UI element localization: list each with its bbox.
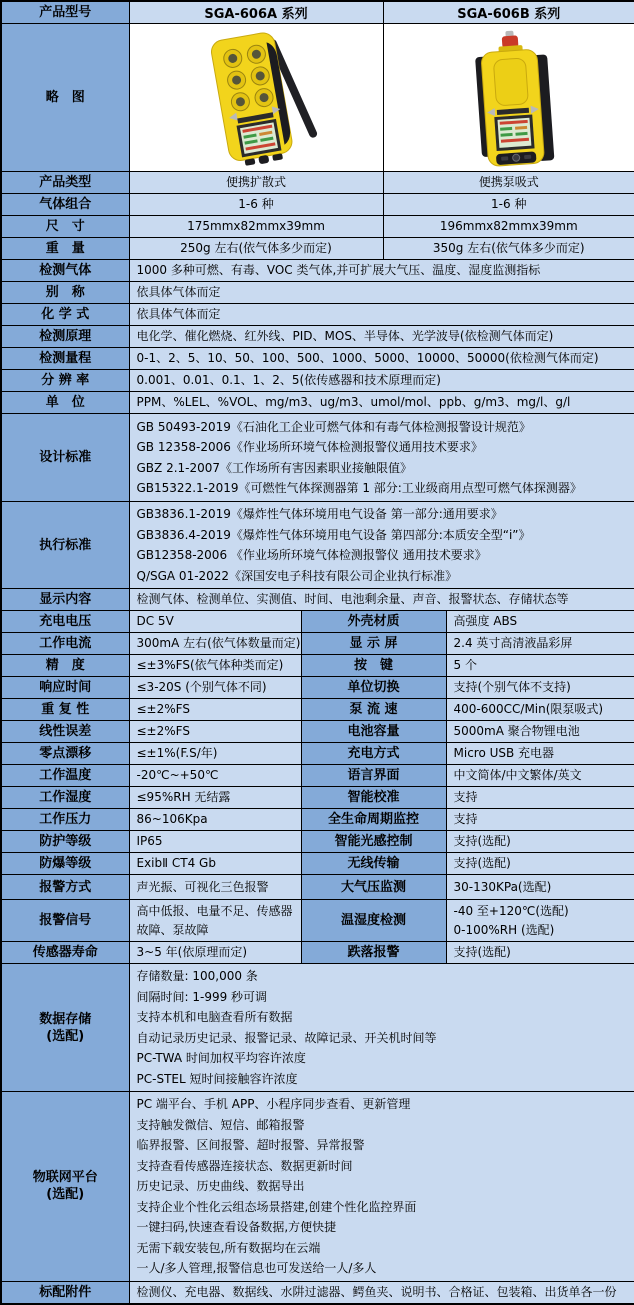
spec-value [446,900,634,942]
spec-label: 智能校准 [301,787,446,809]
row-iot-platform [1,1092,634,1282]
spec-value: 400-600CC/Min(限泵吸式) [446,699,634,721]
spec-label: 大气压监测 [301,875,446,900]
spec-label: 检测量程 [1,348,129,370]
spec-label: 分 辨 率 [1,370,129,392]
row-charging-voltage-shell [1,611,634,633]
standard-line: GB15322.1-2019《可燃性气体探测器第 1 部分:工业级商用点型可燃气体探测器》 [137,478,628,499]
device-b-image-cell [383,24,634,172]
feature-line: 无需下载安装包,所有数据均在云端 [137,1238,628,1259]
spec-label: 外壳材质 [301,611,446,633]
spec-value: 支持(选配) [446,853,634,875]
spec-value: 1-6 种 [383,194,634,216]
spec-label: 显示内容 [1,589,129,611]
spec-label: 按 键 [301,655,446,677]
spec-value: 便携泵吸式 [383,172,634,194]
spec-value: 175mmx82mmx39mm [129,216,383,238]
spec-value: 中文简体/中文繁体/英文 [446,765,634,787]
row-response-unit-switch [1,677,634,699]
spec-value: 300mA 左右(依气体数量而定) [129,633,301,655]
spec-label: 零点漂移 [1,743,129,765]
standard-line: GB3836.1-2019《爆炸性气体环境用电气设备 第一部分:通用要求》 [137,504,628,525]
row-working-pressure-lifecycle [1,809,634,831]
spec-value: 3~5 年(依原理而定) [129,942,301,964]
spec-label: 执行标准 [1,502,129,589]
spec-value: ExibⅡ CT4 Gb [129,853,301,875]
spec-label: 气体组合 [1,194,129,216]
spec-value: 350g 左右(依气体多少而定) [383,238,634,260]
spec-label: 防爆等级 [1,853,129,875]
spec-label: 标配附件 [1,1281,129,1304]
spec-value: IP65 [129,831,301,853]
spec-label: 智能光感控制 [301,831,446,853]
row-gas-combination [1,194,634,216]
standard-line: GB 50493-2019《石油化工企业可燃气体和有毒气体检测报警设计规范》 [137,417,628,438]
row-explosion-wireless [1,853,634,875]
spec-label: 化 学 式 [1,304,129,326]
device-b-illustration [384,25,634,171]
section-label-line: (选配) [4,1186,127,1203]
row-working-temp-language [1,765,634,787]
spec-value [129,964,634,1092]
spec-label: 工作温度 [1,765,129,787]
feature-line: PC 端平台、手机 APP、小程序同步查看、更新管理 [137,1094,628,1115]
row-detect-range [1,348,634,370]
spec-value: 依具体气体而定 [129,304,634,326]
spec-value: 0-1、2、5、10、50、100、500、1000、5000、10000、50000(依检测气体而定) [129,348,634,370]
row-display-content [1,589,634,611]
spec-label: 产品类型 [1,172,129,194]
spec-label: 重 量 [1,238,129,260]
series-b-title: SGA-606B 系列 [383,1,634,24]
standard-line: GB3836.4-2019《爆炸性气体环境用电气设备 第四部分:本质安全型“i”》 [137,525,628,546]
spec-value [129,414,634,502]
row-detect-gas [1,260,634,282]
spec-label: 检测气体 [1,260,129,282]
spec-label: 充电方式 [301,743,446,765]
feature-line: 历史记录、历史曲线、数据导出 [137,1176,628,1197]
row-product-type [1,172,634,194]
row-alarm-mode-pressure [1,875,634,900]
standard-line: GB 12358-2006《作业场所环境气体检测报警仪通用技术要求》 [137,437,628,458]
spec-label: 充电电压 [1,611,129,633]
spec-label: 电池容量 [301,721,446,743]
spec-label: 传感器寿命 [1,942,129,964]
spec-value: ≤±3%FS(依气体种类而定) [129,655,301,677]
spec-label [1,964,129,1092]
spec-label: 产品型号 [1,1,129,24]
spec-value: 支持(选配) [446,942,634,964]
row-detect-principle [1,326,634,348]
spec-label: 温湿度检测 [301,900,446,942]
spec-value: 30-130KPa(选配) [446,875,634,900]
section-label-line: 数据存储 [4,1011,127,1028]
spec-value: 1000 多种可燃、有毒、VOC 类气体,并可扩展大气压、温度、湿度监测指标 [129,260,634,282]
standard-line: GB12358-2006 《作业场所环境气体检测报警仪 通用技术要求》 [137,545,628,566]
spec-label: 跌落报警 [301,942,446,964]
row-sketch [1,24,634,172]
spec-label: 线性误差 [1,721,129,743]
spec-value: 250g 左右(依气体多少而定) [129,238,383,260]
spec-value: 支持 [446,787,634,809]
spec-value: 依具体气体而定 [129,282,634,304]
spec-label: 工作压力 [1,809,129,831]
standard-line: GBZ 2.1-2007《工作场所有害因素职业接触限值》 [137,458,628,479]
feature-line: 支持企业个性化云组态场景搭建,创建个性化监控界面 [137,1197,628,1218]
row-weight [1,238,634,260]
section-label-line: 物联网平台 [4,1169,127,1186]
spec-value: 0.001、0.01、0.1、1、2、5(依传感器和技术原理而定) [129,370,634,392]
spec-value: 支持 [446,809,634,831]
device-a-image-cell [129,24,383,172]
spec-label: 泵 流 速 [301,699,446,721]
spec-label: 报警信号 [1,900,129,942]
spec-value [129,1092,634,1282]
standard-line: Q/SGA 01-2022《深国安电子科技有限公司企业执行标准》 [137,566,628,587]
spec-value: 便携扩散式 [129,172,383,194]
row-repeatability-pump [1,699,634,721]
spec-label: 语言界面 [301,765,446,787]
section-label-line: (选配) [4,1028,127,1045]
feature-line: 一键扫码,快速查看设备数据,方便快捷 [137,1217,628,1238]
feature-line: 存储数量: 100,000 条 [137,966,628,987]
spec-value: 检测仪、充电器、数据线、水阱过滤器、鳄鱼夹、说明书、合格证、包装箱、出货单各一份 [129,1281,634,1304]
feature-line: 支持查看传感器连接状态、数据更新时间 [137,1156,628,1177]
feature-line: 临界报警、区间报警、超时报警、异常报警 [137,1135,628,1156]
spec-label: 报警方式 [1,875,129,900]
spec-value: ≤±2%FS [129,721,301,743]
spec-label: 显 示 屏 [301,633,446,655]
spec-value: PPM、%LEL、%VOL、mg/m3、ug/m3、umol/mol、ppb、g/m3、mg/l、g/l [129,392,634,414]
row-working-humidity-calibration [1,787,634,809]
spec-label: 响应时间 [1,677,129,699]
row-accessories [1,1281,634,1304]
row-sensor-life-drop-alarm [1,942,634,964]
spec-value: Micro USB 充电器 [446,743,634,765]
spec-value: ≤±2%FS [129,699,301,721]
row-execution-standard [1,502,634,589]
row-alarm-signal-temp-humidity [1,900,634,942]
spec-value: DC 5V [129,611,301,633]
row-protection-light-sensing [1,831,634,853]
spec-value: 高强度 ABS [446,611,634,633]
spec-label: 工作湿度 [1,787,129,809]
spec-value: 电化学、催化燃烧、红外线、PID、MOS、半导体、光学波导(依检测气体而定) [129,326,634,348]
spec-value: 支持(个别气体不支持) [446,677,634,699]
spec-value: 高中低报、电量不足、传感器故障、泵故障 [129,900,301,942]
feature-line: 间隔时间: 1-999 秒可调 [137,987,628,1008]
feature-line: 自动记录历史记录、报警记录、故障记录、开关机时间等 [137,1028,628,1049]
row-working-current-display [1,633,634,655]
spec-value: ≤±1%(F.S/年) [129,743,301,765]
spec-value: 5000mA 聚合物锂电池 [446,721,634,743]
spec-label [1,1092,129,1282]
series-a-title: SGA-606A 系列 [129,1,383,24]
spec-label: 单位切换 [301,677,446,699]
spec-value: 1-6 种 [129,194,383,216]
spec-label: 设计标准 [1,414,129,502]
spec-label: 略 图 [1,24,129,172]
row-dimensions [1,216,634,238]
spec-label: 尺 寸 [1,216,129,238]
row-linearity-battery [1,721,634,743]
feature-line: 支持触发微信、短信、邮箱报警 [137,1115,628,1136]
value-line: 0-100%RH (选配) [454,921,628,940]
row-alias [1,282,634,304]
feature-line: PC-TWA 时间加权平均容许浓度 [137,1048,628,1069]
spec-value: 5 个 [446,655,634,677]
row-chemical-formula [1,304,634,326]
row-design-standard [1,414,634,502]
spec-value: 支持(选配) [446,831,634,853]
spec-label: 精 度 [1,655,129,677]
spec-label: 别 称 [1,282,129,304]
spec-label: 全生命周期监控 [301,809,446,831]
row-resolution [1,370,634,392]
row-zero-drift-charging [1,743,634,765]
spec-value [129,502,634,589]
row-unit [1,392,634,414]
spec-label: 单 位 [1,392,129,414]
spec-value: ≤95%RH 无结露 [129,787,301,809]
spec-value: ≤3-20S (个别气体不同) [129,677,301,699]
feature-line: 一人/多人管理,报警信息也可发送给一人/多人 [137,1258,628,1279]
spec-label: 无线传输 [301,853,446,875]
spec-label: 防护等级 [1,831,129,853]
feature-line: 支持本机和电脑查看所有数据 [137,1007,628,1028]
spec-value: -20℃~+50℃ [129,765,301,787]
value-line: -40 至+120℃(选配) [454,902,628,921]
spec-label: 工作电流 [1,633,129,655]
spec-value: 检测气体、检测单位、实测值、时间、电池剩余量、声音、报警状态、存储状态等 [129,589,634,611]
spec-value: 196mmx82mmx39mm [383,216,634,238]
row-data-storage [1,964,634,1092]
feature-line: PC-STEL 短时间接触容许浓度 [137,1069,628,1090]
row-product-model [1,1,634,24]
spec-value: 2.4 英寸高清液晶彩屏 [446,633,634,655]
device-a-illustration [130,25,382,171]
row-precision-keys [1,655,634,677]
spec-value: 声光振、可视化三色报警 [129,875,301,900]
spec-label: 检测原理 [1,326,129,348]
spec-value: 86~106Kpa [129,809,301,831]
spec-label: 重 复 性 [1,699,129,721]
